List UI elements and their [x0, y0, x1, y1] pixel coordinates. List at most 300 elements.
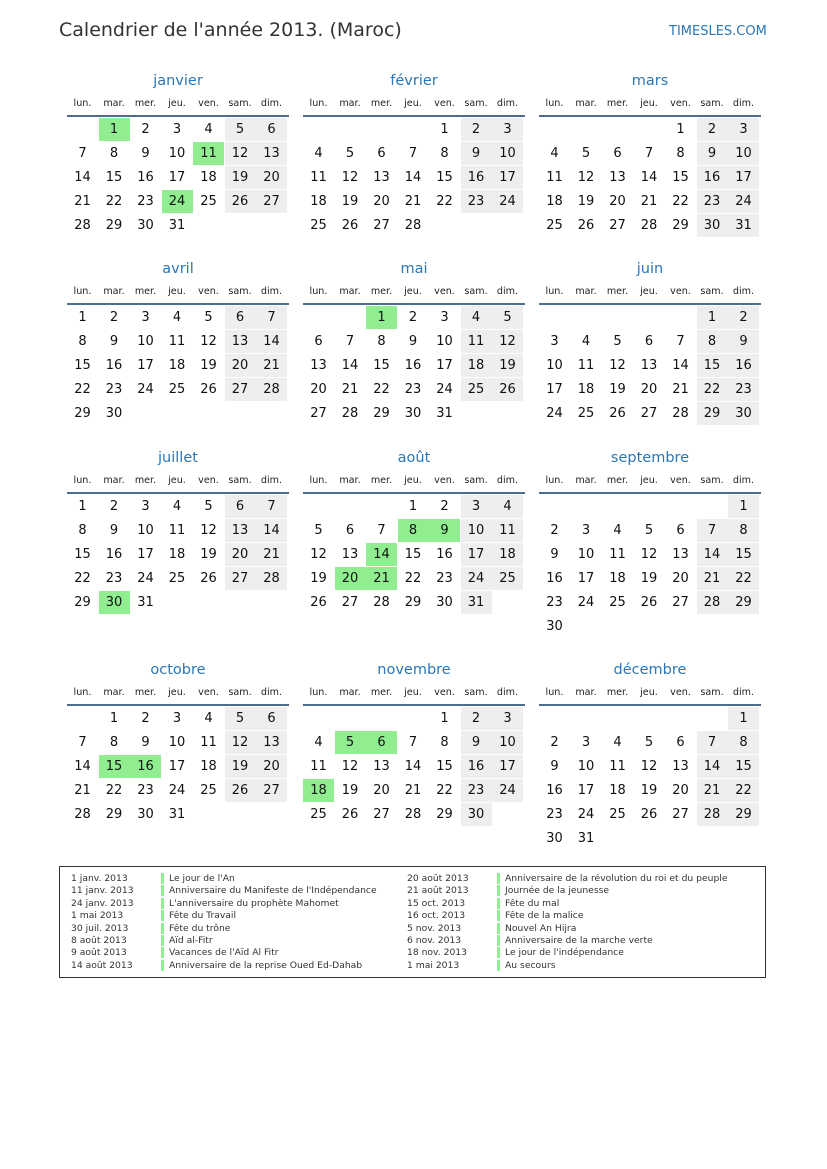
day-cell: 14 [672, 358, 689, 373]
day-cell: 26 [577, 218, 595, 233]
day-cell: 25 [609, 807, 626, 822]
legend-date: 5 nov. 2013 [407, 922, 462, 934]
day-cell: 4 [492, 495, 523, 518]
day-cell: 15 [436, 759, 453, 774]
day-cell: 17 [168, 759, 186, 774]
day-cell: 27 [225, 378, 256, 401]
day-cell: 11 [461, 330, 492, 353]
day-cell: 28 [74, 807, 91, 822]
weekday-label: sam. [700, 98, 724, 109]
weekday-label: ven. [670, 687, 691, 698]
weekday-label: mar. [575, 475, 597, 486]
legend-holiday-name: Fête du mal [505, 897, 560, 909]
day-cell: 15 [404, 547, 422, 562]
day-cell: 17 [577, 783, 595, 798]
day-cell: 4 [172, 499, 182, 514]
day-cell: 1 [78, 499, 87, 514]
day-cell: 27 [373, 218, 390, 233]
day-cell: 12 [200, 523, 217, 538]
holiday-day-cell: 30 [99, 591, 130, 614]
day-cell: 9 [109, 334, 119, 349]
day-cell: 17 [492, 755, 523, 778]
weekday-label: mar. [103, 687, 125, 698]
day-cell: 20 [672, 571, 689, 586]
weekday-label: mar. [575, 98, 597, 109]
day-cell: 27 [640, 406, 658, 421]
day-cell: 13 [310, 358, 327, 373]
day-cell: 19 [640, 571, 658, 586]
weekday-header [67, 97, 289, 117]
day-cell: 23 [728, 378, 759, 401]
day-cell: 13 [640, 358, 658, 373]
day-cell: 18 [577, 382, 595, 397]
day-cell: 3 [440, 310, 449, 325]
day-cell: 2 [728, 306, 759, 329]
weekday-label: mar. [575, 286, 597, 297]
day-cell: 10 [168, 735, 186, 750]
weekday-label: mar. [103, 286, 125, 297]
day-cell: 8 [78, 523, 87, 538]
month-name: septembre [610, 450, 690, 466]
day-cell: 26 [200, 382, 217, 397]
legend-color-marker [161, 923, 164, 934]
day-cell: 26 [640, 595, 658, 610]
day-cell: 5 [314, 523, 323, 538]
legend-date: 1 mai 2013 [407, 959, 460, 971]
day-cell: 16 [436, 547, 453, 562]
weekday-label: sam. [228, 286, 252, 297]
day-cell: 17 [137, 547, 154, 562]
weekday-label: lun. [73, 286, 92, 297]
day-cell: 15 [728, 543, 759, 566]
holiday-day-cell: 6 [366, 731, 397, 754]
day-cell: 15 [373, 358, 390, 373]
weekday-label: mer. [134, 475, 157, 486]
legend-holiday-name: Vacances de l'Aïd Al Fitr [169, 947, 279, 959]
weekday-label: jeu. [168, 475, 186, 486]
day-cell: 3 [728, 118, 759, 141]
day-cell: 1 [109, 711, 119, 726]
day-cell: 9 [141, 735, 150, 750]
day-cell: 13 [672, 547, 689, 562]
day-cell: 6 [644, 334, 654, 349]
day-cell: 5 [204, 499, 213, 514]
day-cell: 20 [256, 166, 287, 189]
day-cell: 21 [640, 194, 658, 209]
day-cell: 22 [672, 194, 689, 209]
day-cell: 5 [644, 735, 654, 750]
weekday-label: ven. [198, 98, 219, 109]
day-cell: 31 [168, 218, 186, 233]
weekday-header [303, 686, 525, 706]
day-cell: 25 [546, 218, 563, 233]
day-cell: 13 [609, 170, 626, 185]
day-cell: 19 [492, 354, 523, 377]
day-cell: 12 [225, 731, 256, 754]
day-cell: 1 [440, 122, 449, 137]
weekday-label: dim. [496, 286, 519, 297]
day-cell: 30 [436, 595, 453, 610]
day-cell: 2 [461, 118, 492, 141]
day-cell: 9 [461, 731, 492, 754]
day-cell: 28 [256, 567, 287, 590]
day-cell: 17 [168, 170, 186, 185]
day-cell: 3 [492, 707, 523, 730]
day-cell: 22 [436, 783, 453, 798]
day-cell: 23 [137, 194, 154, 209]
day-cell: 22 [74, 382, 91, 397]
day-cell: 12 [640, 759, 658, 774]
day-cell: 22 [105, 783, 123, 798]
day-cell: 3 [141, 499, 150, 514]
weekday-label: ven. [198, 687, 219, 698]
day-cell: 25 [492, 567, 523, 590]
day-cell: 6 [377, 146, 386, 161]
legend-color-marker [497, 873, 500, 884]
legend-holiday-name: Au secours [505, 959, 556, 971]
day-cell: 8 [440, 735, 449, 750]
day-cell: 11 [310, 759, 327, 774]
day-cell: 24 [728, 190, 759, 213]
day-cell: 28 [672, 406, 689, 421]
day-cell: 28 [697, 803, 728, 826]
day-cell: 24 [492, 190, 523, 213]
holiday-day-cell: 14 [366, 543, 397, 566]
holiday-day-cell: 5 [335, 731, 366, 754]
day-cell: 18 [200, 759, 217, 774]
legend-date: 1 mai 2013 [71, 910, 124, 922]
day-cell: 6 [676, 523, 685, 538]
day-cell: 7 [377, 523, 386, 538]
day-cell: 23 [697, 190, 728, 213]
day-cell: 26 [609, 406, 626, 421]
day-cell: 24 [137, 382, 154, 397]
day-cell: 20 [225, 543, 256, 566]
weekday-label: sam. [228, 475, 252, 486]
day-cell: 10 [436, 334, 453, 349]
day-cell: 4 [581, 334, 591, 349]
day-cell: 6 [225, 306, 256, 329]
site-brand-link[interactable]: TIMESLES.COM [669, 24, 767, 39]
day-cell: 3 [581, 735, 591, 750]
weekday-label: ven. [670, 98, 691, 109]
day-cell: 9 [408, 334, 418, 349]
weekday-label: lun. [73, 98, 92, 109]
legend-color-marker [161, 873, 164, 884]
day-cell: 3 [550, 334, 559, 349]
day-cell: 21 [404, 194, 422, 209]
day-cell: 6 [225, 495, 256, 518]
legend-color-marker [161, 960, 164, 971]
day-cell: 4 [314, 735, 323, 750]
holiday-day-cell: 21 [366, 567, 397, 590]
weekday-label: mar. [575, 687, 597, 698]
day-cell: 21 [256, 354, 287, 377]
day-cell: 21 [404, 783, 422, 798]
day-cell: 2 [109, 310, 119, 325]
day-cell: 18 [609, 571, 626, 586]
legend-holiday-name: Anniversaire de la reprise Oued Ed-Dahab [169, 959, 363, 971]
legend-holiday-name: Anniversaire de la révolution du roi et du peuple [505, 873, 728, 884]
day-cell: 7 [644, 146, 654, 161]
day-cell: 19 [341, 194, 359, 209]
day-cell: 1 [408, 499, 418, 514]
legend-color-marker [497, 960, 500, 971]
weekday-label: dim. [260, 687, 283, 698]
day-cell: 28 [341, 406, 359, 421]
day-cell: 15 [728, 755, 759, 778]
day-cell: 2 [461, 707, 492, 730]
day-cell: 15 [436, 170, 453, 185]
day-cell: 30 [697, 214, 728, 237]
day-cell: 27 [341, 595, 359, 610]
day-cell: 1 [676, 122, 685, 137]
weekday-label: lun. [545, 286, 564, 297]
day-cell: 11 [609, 759, 626, 774]
day-cell: 14 [256, 330, 287, 353]
day-cell: 24 [492, 779, 523, 802]
day-cell: 7 [78, 735, 87, 750]
legend-holiday-name: Fête du trône [169, 922, 231, 934]
day-cell: 7 [697, 519, 728, 542]
legend-holiday-name: Le jour de l'An [169, 873, 235, 884]
weekday-label: sam. [464, 687, 488, 698]
day-cell: 21 [74, 194, 91, 209]
weekday-label: lun. [545, 687, 564, 698]
day-cell: 8 [377, 334, 386, 349]
day-cell: 2 [550, 523, 559, 538]
day-cell: 26 [341, 807, 359, 822]
day-cell: 25 [577, 406, 595, 421]
day-cell: 18 [200, 170, 217, 185]
day-cell: 3 [172, 711, 182, 726]
weekday-label: mer. [370, 286, 393, 297]
day-cell: 21 [341, 382, 359, 397]
weekday-label: lun. [73, 475, 92, 486]
day-cell: 14 [697, 543, 728, 566]
day-cell: 24 [461, 567, 492, 590]
weekday-header [303, 474, 525, 494]
legend-color-marker [497, 923, 500, 934]
day-cell: 25 [461, 378, 492, 401]
day-cell: 3 [581, 523, 591, 538]
weekday-label: mar. [103, 475, 125, 486]
weekday-label: lun. [545, 98, 564, 109]
holiday-day-cell: 8 [398, 519, 429, 542]
day-cell: 1 [78, 310, 87, 325]
legend-date: 20 août 2013 [407, 873, 469, 884]
day-cell: 25 [168, 571, 186, 586]
day-cell: 11 [200, 735, 217, 750]
day-cell: 18 [461, 354, 492, 377]
day-cell: 3 [141, 310, 150, 325]
weekday-label: ven. [198, 286, 219, 297]
day-cell: 11 [609, 547, 626, 562]
legend-date: 6 nov. 2013 [407, 935, 462, 946]
day-cell: 6 [676, 735, 685, 750]
day-cell: 30 [546, 831, 563, 846]
weekday-label: ven. [434, 687, 455, 698]
day-cell: 14 [341, 358, 359, 373]
day-cell: 9 [550, 759, 559, 774]
day-cell: 10 [577, 759, 595, 774]
day-cell: 12 [640, 547, 658, 562]
weekday-label: jeu. [640, 475, 658, 486]
day-cell: 6 [613, 146, 622, 161]
day-cell: 20 [373, 194, 390, 209]
day-cell: 14 [404, 759, 422, 774]
day-cell: 5 [492, 306, 523, 329]
day-cell: 12 [225, 142, 256, 165]
day-cell: 17 [546, 382, 563, 397]
holiday-day-cell: 24 [162, 190, 193, 213]
day-cell: 31 [168, 807, 186, 822]
weekday-label: jeu. [640, 687, 658, 698]
day-cell: 10 [492, 731, 523, 754]
day-cell: 5 [225, 118, 256, 141]
day-cell: 12 [492, 330, 523, 353]
day-cell: 16 [728, 354, 759, 377]
day-cell: 17 [492, 166, 523, 189]
day-cell: 21 [697, 567, 728, 590]
weekday-label: sam. [228, 687, 252, 698]
legend-date: 24 janv. 2013 [71, 897, 134, 909]
day-cell: 8 [109, 735, 119, 750]
day-cell: 6 [345, 523, 355, 538]
day-cell: 9 [141, 146, 150, 161]
day-cell: 25 [200, 194, 217, 209]
day-cell: 6 [256, 118, 287, 141]
holiday-day-cell: 15 [99, 755, 130, 778]
day-cell: 22 [74, 571, 91, 586]
day-cell: 29 [697, 402, 728, 425]
day-cell: 11 [577, 358, 595, 373]
day-cell: 8 [440, 146, 449, 161]
weekday-header [303, 97, 525, 117]
day-cell: 2 [141, 711, 150, 726]
weekday-header [539, 686, 761, 706]
day-cell: 20 [256, 755, 287, 778]
legend-color-marker [497, 910, 500, 921]
day-cell: 23 [461, 779, 492, 802]
day-cell: 31 [577, 831, 595, 846]
day-cell: 5 [644, 523, 654, 538]
day-cell: 23 [461, 190, 492, 213]
day-cell: 6 [314, 334, 323, 349]
weekday-label: dim. [260, 98, 283, 109]
day-cell: 26 [225, 190, 256, 213]
legend-holiday-name: Fête de la malice [505, 910, 584, 922]
day-cell: 29 [728, 591, 759, 614]
day-cell: 25 [200, 783, 217, 798]
day-cell: 22 [697, 378, 728, 401]
weekday-header [67, 474, 289, 494]
weekday-label: mar. [103, 98, 125, 109]
weekday-label: lun. [309, 286, 328, 297]
day-cell: 30 [137, 807, 154, 822]
day-cell: 28 [404, 807, 422, 822]
day-cell: 16 [546, 783, 563, 798]
day-cell: 7 [345, 334, 355, 349]
day-cell: 27 [609, 218, 626, 233]
day-cell: 23 [546, 595, 563, 610]
weekday-label: jeu. [640, 98, 658, 109]
day-cell: 24 [577, 807, 595, 822]
day-cell: 19 [225, 166, 256, 189]
day-cell: 4 [550, 146, 559, 161]
day-cell: 12 [200, 334, 217, 349]
legend-holiday-name: Le jour de l'indépendance [505, 947, 624, 959]
legend-date: 21 août 2013 [407, 885, 469, 897]
day-cell: 23 [105, 382, 123, 397]
day-cell: 4 [613, 523, 622, 538]
day-cell: 30 [461, 803, 492, 826]
month-name: avril [162, 261, 194, 277]
legend-color-marker [161, 885, 164, 896]
weekday-label: dim. [732, 475, 755, 486]
day-cell: 22 [105, 194, 123, 209]
legend-date: 16 oct. 2013 [407, 910, 466, 922]
weekday-label: ven. [198, 475, 219, 486]
day-cell: 26 [310, 595, 327, 610]
weekday-label: mer. [134, 286, 157, 297]
day-cell: 25 [310, 807, 327, 822]
month-name: mars [631, 73, 669, 89]
day-cell: 8 [728, 731, 759, 754]
day-cell: 5 [225, 707, 256, 730]
day-cell: 13 [225, 519, 256, 542]
day-cell: 13 [373, 170, 390, 185]
day-cell: 7 [256, 495, 287, 518]
month-name: août [397, 450, 431, 466]
day-cell: 12 [577, 170, 595, 185]
day-cell: 12 [310, 547, 327, 562]
day-cell: 19 [609, 382, 626, 397]
day-cell: 31 [461, 591, 492, 614]
day-cell: 16 [546, 571, 563, 586]
day-cell: 30 [137, 218, 154, 233]
holiday-day-cell: 1 [99, 118, 130, 141]
day-cell: 27 [256, 779, 287, 802]
day-cell: 10 [728, 142, 759, 165]
day-cell: 19 [577, 194, 595, 209]
day-cell: 23 [436, 571, 453, 586]
day-cell: 20 [373, 783, 390, 798]
day-cell: 16 [105, 358, 123, 373]
weekday-header [303, 285, 525, 305]
day-cell: 28 [404, 218, 422, 233]
day-cell: 26 [640, 807, 658, 822]
day-cell: 18 [310, 194, 327, 209]
weekday-label: mer. [606, 687, 629, 698]
legend-holiday-name: Fête du Travail [169, 910, 237, 922]
weekday-label: lun. [73, 687, 92, 698]
day-cell: 2 [109, 499, 119, 514]
day-cell: 11 [492, 519, 523, 542]
day-cell: 19 [310, 571, 327, 586]
weekday-label: sam. [464, 286, 488, 297]
weekday-label: mer. [370, 98, 393, 109]
day-cell: 26 [200, 571, 217, 586]
page-title: Calendrier de l'année 2013. (Maroc) [59, 19, 402, 41]
day-cell: 27 [373, 807, 390, 822]
day-cell: 13 [256, 731, 287, 754]
weekday-label: sam. [700, 687, 724, 698]
day-cell: 20 [310, 382, 327, 397]
day-cell: 18 [168, 358, 186, 373]
day-cell: 16 [461, 755, 492, 778]
day-cell: 15 [74, 547, 91, 562]
